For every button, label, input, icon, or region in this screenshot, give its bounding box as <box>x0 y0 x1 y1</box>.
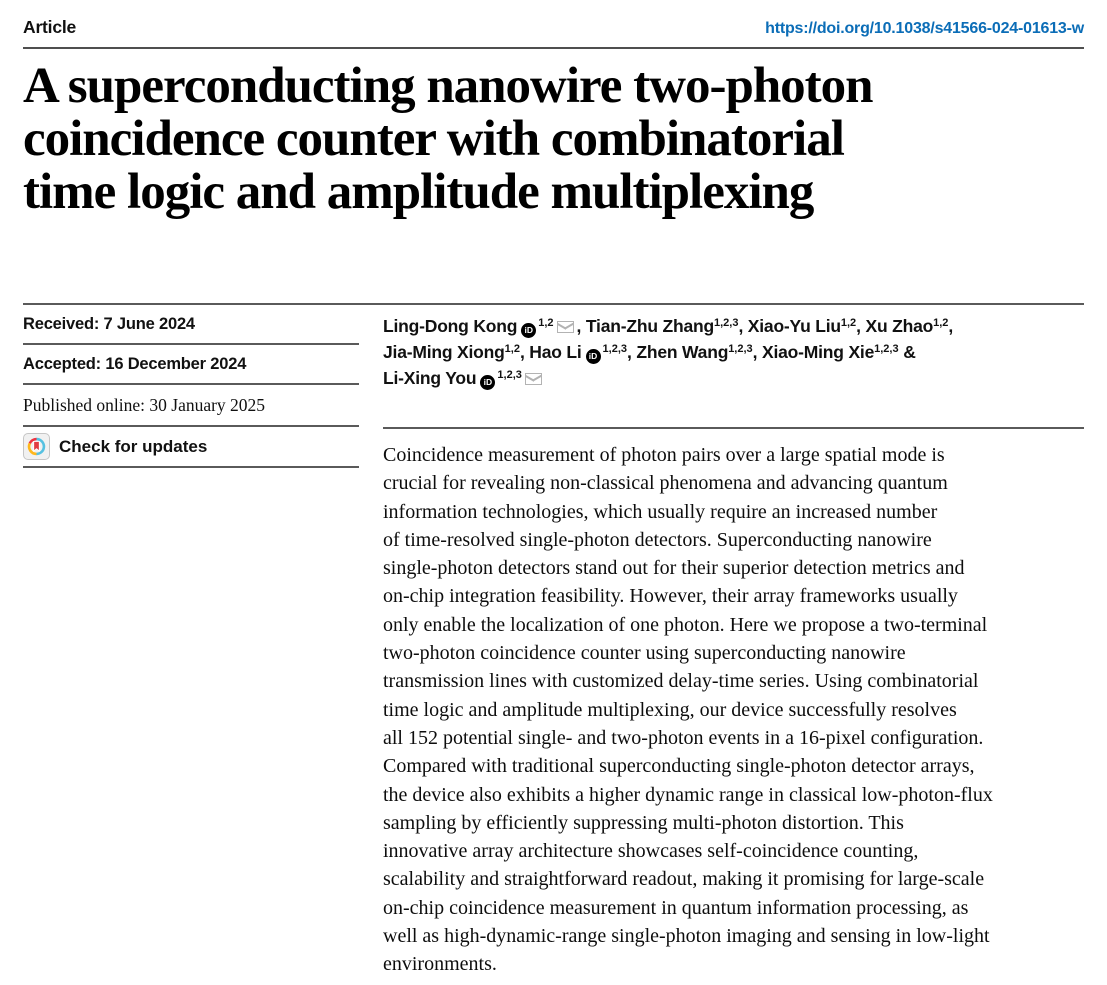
abstract-line: Compared with traditional superconducting single-photon detector arrays, <box>383 755 975 778</box>
email-icon[interactable] <box>525 373 542 385</box>
abstract-line: environments. <box>383 953 497 976</box>
check-for-updates-button[interactable] <box>23 427 359 468</box>
affiliation-superscript: 1,2 <box>933 317 949 329</box>
abstract-line: single-photon detectors stand out for their superior detection metrics and <box>383 557 965 580</box>
author-name-text: , Xiao-Yu Liu <box>738 316 841 336</box>
abstract-line: time logic and amplitude multiplexing, our device successfully resolves <box>383 698 957 721</box>
abstract-line: all 152 potential single- and two-photon events in a 16-pixel configuration. <box>383 726 984 749</box>
author-name-text: , Tian-Zhu Zhang <box>576 316 714 336</box>
received-date: Received: 7 June 2024 <box>23 305 359 345</box>
abstract-line: scalability and straightforward readout, making it promising for large-scale <box>383 868 985 891</box>
author-name-text: Jia-Ming Xiong <box>383 342 505 362</box>
abstract-line: on-chip integration feasibility. However, their array frameworks usually <box>383 585 958 608</box>
orcid-icon[interactable]: iD <box>521 323 536 338</box>
abstract-line: well as high-dynamic-range single-photon imaging and sensing in low-light <box>383 925 990 948</box>
abstract-line: the device also exhibits a higher dynamic range in classical low-photon-flux <box>383 783 993 806</box>
author-name-text: , Xu Zhao <box>856 316 934 336</box>
author-name-text: Ling-Dong Kong <box>383 316 518 336</box>
author-line <box>383 365 1084 391</box>
content-columns <box>23 303 1084 979</box>
affiliation-superscript: 1,2,3 <box>874 343 899 355</box>
abstract-line: information technologies, which usually require an increased number <box>383 500 938 523</box>
paper-title <box>23 60 1084 219</box>
accepted-date: Accepted: 16 December 2024 <box>23 345 359 385</box>
abstract-line: two-photon coincidence counter using superconducting nanowire <box>383 642 906 665</box>
author-name-text: , Zhen Wang <box>627 342 729 362</box>
abstract-line: innovative array architecture showcases self-coincidence counting, <box>383 840 919 863</box>
abstract-line: only enable the localization of one photon. Here we propose a two-terminal <box>383 613 988 636</box>
author-line <box>383 339 1084 365</box>
author-name-text: , <box>948 316 954 336</box>
author-name-text: , Xiao-Ming Xie <box>752 342 875 362</box>
author-list <box>383 313 1084 391</box>
email-icon[interactable] <box>557 321 574 333</box>
affiliation-superscript: 1,2,3 <box>713 317 739 329</box>
abstract-line: transmission lines with customized delay-time series. Using combinatorial <box>383 670 979 693</box>
author-name-text: Li-Xing You <box>383 368 477 388</box>
abstract-text <box>383 427 1084 979</box>
author-name-text: & <box>898 342 916 362</box>
affiliation-superscript: 1,2 <box>504 343 520 355</box>
paper-title-line: time logic and amplitude multiplexing <box>23 164 814 220</box>
check-for-updates-label: Check for updates <box>59 436 208 456</box>
article-history-sidebar <box>23 305 359 979</box>
author-name-text: , Hao Li <box>519 342 582 362</box>
abstract-line: sampling by efficiently suppressing multi-photon distortion. This <box>383 811 904 834</box>
article-type-label: Article <box>23 17 77 37</box>
affiliation-superscript: 1,2,3 <box>602 343 628 355</box>
abstract-line: on-chip coincidence measurement in quantum information processing, as <box>383 896 969 919</box>
doi-link[interactable]: https://doi.org/10.1038/s41566-024-01613-w <box>765 20 1084 37</box>
abstract-line: crucial for revealing non-classical phenomena and advancing quantum <box>383 472 948 495</box>
affiliation-superscript: 1,2,3 <box>497 369 522 381</box>
abstract-line: Coincidence measurement of photon pairs over a large spatial mode is <box>383 444 945 466</box>
paper-title-line: coincidence counter with combinatorial <box>23 111 844 167</box>
affiliation-superscript: 1,2 <box>840 317 857 329</box>
orcid-icon[interactable]: iD <box>586 349 601 364</box>
paper-title-line: A superconducting nanowire two-photon <box>23 58 873 114</box>
affiliation-superscript: 1,2 <box>538 317 554 329</box>
page-header <box>23 0 1084 49</box>
author-line <box>383 313 1084 339</box>
crossmark-icon <box>23 433 50 460</box>
abstract-line: of time-resolved single-photon detectors. Superconducting nanowire <box>383 528 932 551</box>
orcid-icon[interactable]: iD <box>480 375 495 390</box>
main-column <box>383 305 1084 979</box>
published-online-date: Published online: 30 January 2025 <box>23 385 359 427</box>
affiliation-superscript: 1,2,3 <box>728 343 753 355</box>
